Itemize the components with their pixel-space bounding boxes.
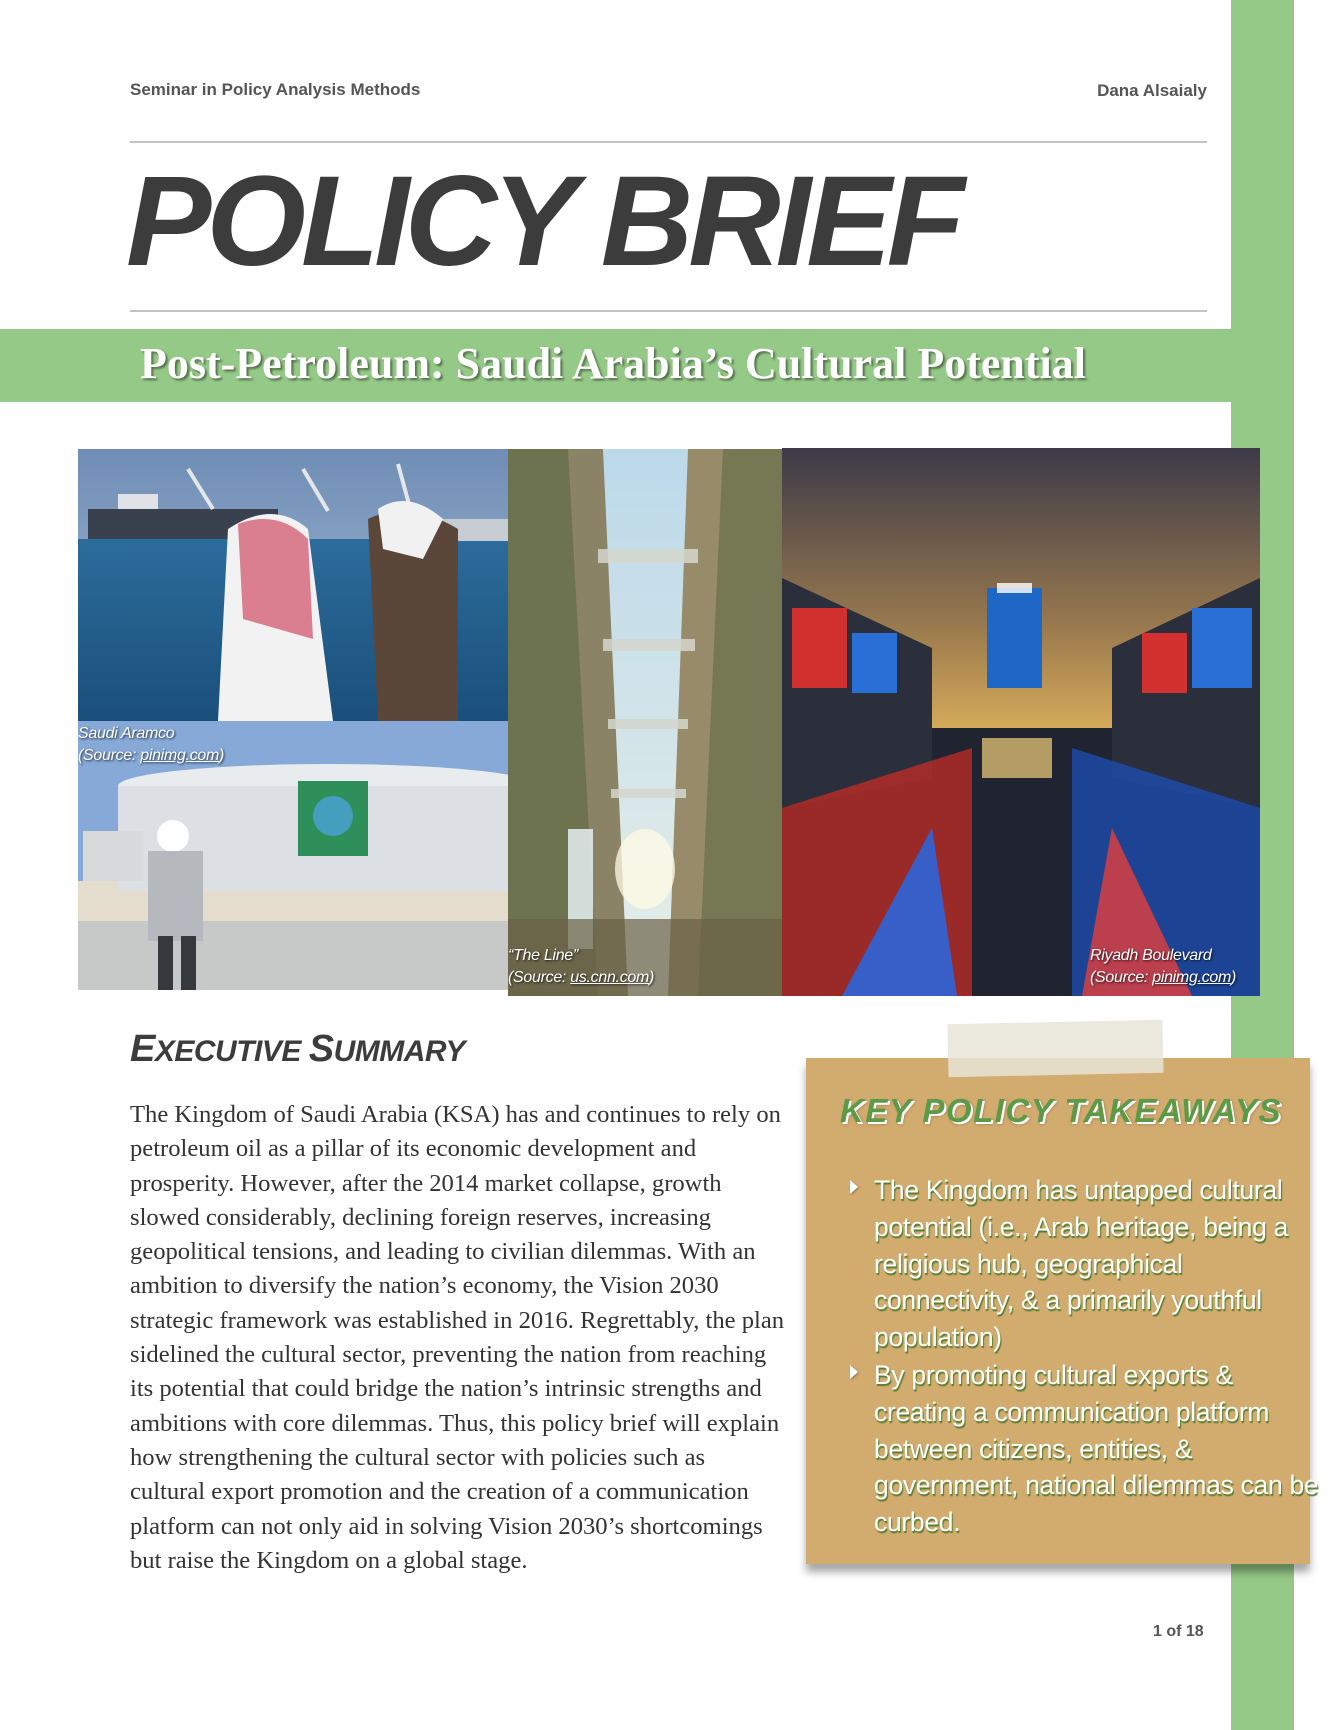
caption-title: Saudi Aramco xyxy=(78,725,175,742)
source-suffix: ) xyxy=(649,968,655,986)
course-name: Seminar in Policy Analysis Methods xyxy=(130,80,421,99)
triangle-bullet-icon xyxy=(850,1180,858,1194)
source-link[interactable]: pinimg.com xyxy=(140,746,220,764)
source-prefix: (Source: xyxy=(1090,968,1153,986)
key-takeaways-list xyxy=(850,1172,1320,1542)
caption-title: Riyadh Boulevard xyxy=(1090,947,1212,964)
heading-rest: XECUTIVE xyxy=(154,1035,309,1068)
author-name: Dana Alsaialy xyxy=(1097,81,1207,100)
title-divider xyxy=(130,310,1207,312)
source-link[interactable]: us.cnn.com xyxy=(570,968,650,986)
caption-source xyxy=(508,967,654,989)
tape-decoration xyxy=(947,1020,1163,1077)
photo-caption-riyadh xyxy=(1090,945,1236,988)
takeaway-text: By promoting cultural exports & creating a communication platform between citizens, entities, & government, national dilemmas can be curbed. xyxy=(874,1359,1319,1538)
takeaway-text: The Kingdom has untapped cultural potential (i.e., Arab heritage, being a religious hub, geographical connectivity, & a primarily youthful population) xyxy=(874,1175,1289,1353)
photo-riyadh-boulevard xyxy=(782,448,1260,996)
source-suffix: ) xyxy=(219,746,225,764)
subtitle: Post-Petroleum: Saudi Arabia’s Cultural Potential xyxy=(140,339,1086,388)
list-item xyxy=(850,1357,1320,1541)
source-suffix: ) xyxy=(1231,968,1237,986)
caption-source xyxy=(78,745,224,767)
page-title: POLICY BRIEF xyxy=(126,150,960,293)
caption-source xyxy=(1090,967,1236,989)
executive-summary-body: The Kingdom of Saudi Arabia (KSA) has and continues to rely on petroleum oil as a pillar of its economic development and prosperity. However, after the 2014 market collapse, growth slowed considerably, declining foreign reserves, increasing geopolitical tensions, and leading to civilian dilemmas. With an ambition to diversify the nation’s economy, the Vision 2030 strategic framework was established in 2016. Regrettably, the plan sidelined the cultural sector, preventing the nation from reaching its potential that could bridge the nation’s intrinsic strengths and ambitions with core dilemmas. Thus, this policy brief will explain how strengthening the cultural sector with policies such as cultural export promotion and the creation of a communication platform can not only aid in solving Vision 2030’s shortcomings but raise the Kingdom on a global stage. xyxy=(130,1101,785,1574)
page-number: 1 of 18 xyxy=(1153,1623,1204,1640)
key-takeaways-title: KEY POLICY TAKEAWAYS xyxy=(840,1092,1282,1129)
executive-summary-heading xyxy=(130,1028,465,1071)
triangle-bullet-icon xyxy=(850,1365,858,1379)
photo-caption-the-line xyxy=(508,945,654,988)
caption-title: “The Line” xyxy=(508,947,578,964)
source-link[interactable]: pinimg.com xyxy=(1152,968,1232,986)
heading-rest: UMMARY xyxy=(333,1035,466,1068)
list-item xyxy=(850,1172,1320,1356)
header-divider xyxy=(130,141,1207,143)
photo-port-men xyxy=(78,449,508,721)
source-prefix: (Source: xyxy=(78,746,141,764)
heading-initial: E xyxy=(130,1028,155,1070)
heading-initial: S xyxy=(308,1028,334,1070)
photo-the-line xyxy=(508,449,782,996)
source-prefix: (Source: xyxy=(508,968,571,986)
photo-caption-aramco xyxy=(78,723,224,766)
